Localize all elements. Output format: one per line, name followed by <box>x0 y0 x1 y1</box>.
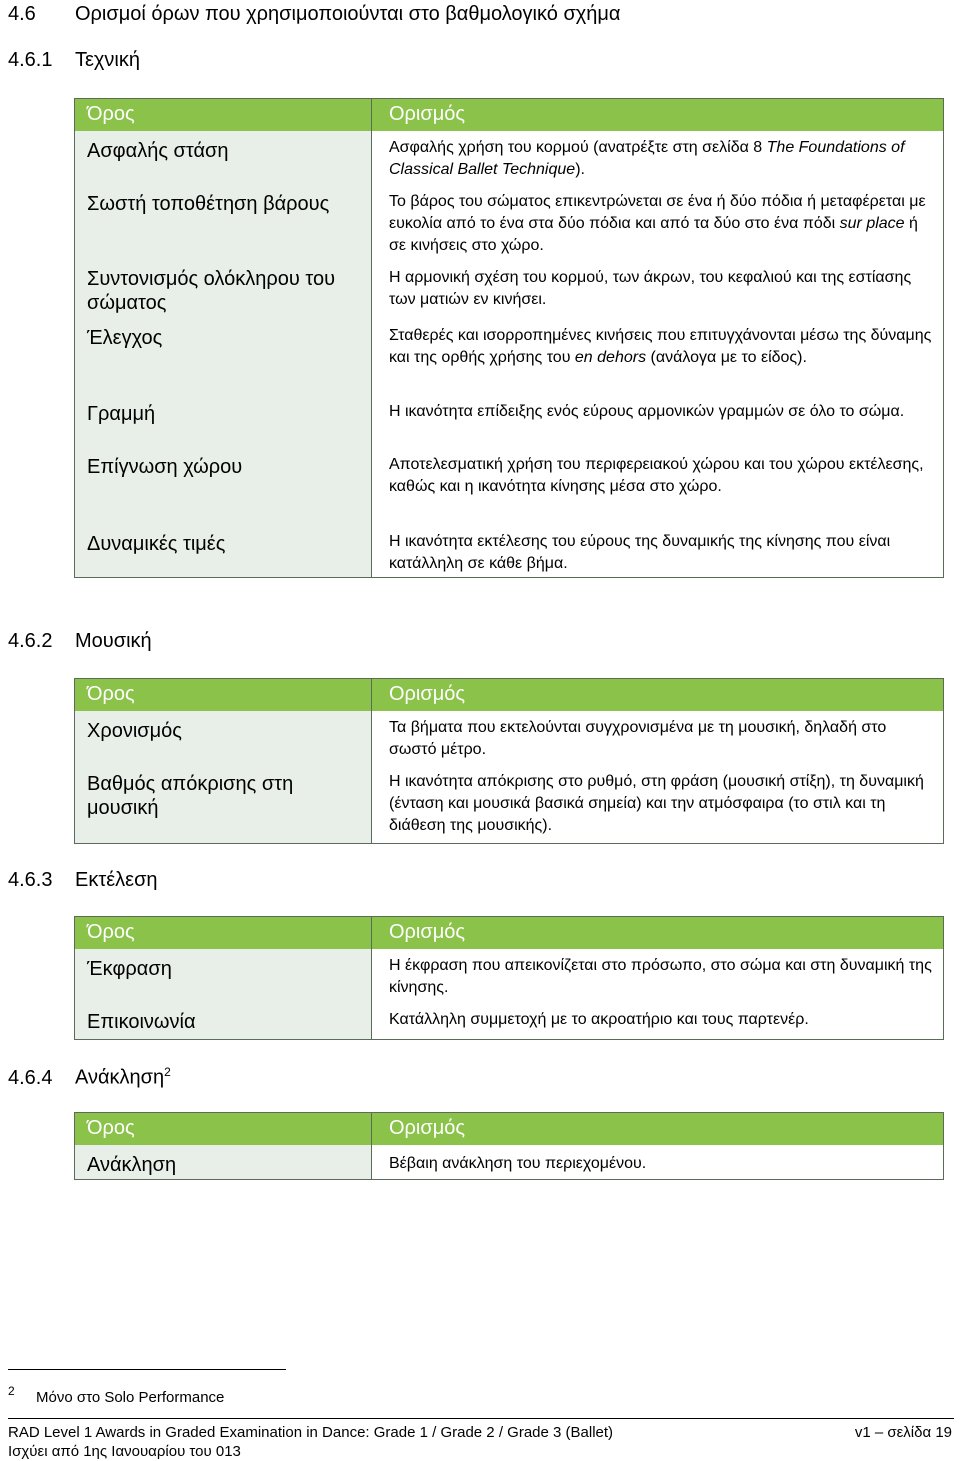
term-cell: Σωστή τοποθέτηση βάρους <box>87 193 330 215</box>
term-cell: Ανάκληση <box>87 1154 177 1176</box>
footnote-reference[interactable]: 2 <box>164 1065 171 1079</box>
term-cell: Δυναμικές τιμές <box>87 533 226 555</box>
term-cell: Επίγνωση χώρου <box>87 456 243 478</box>
section-title: Ορισμοί όρων που χρησιμοποιούνται στο βαθμολογικό σχήμα <box>75 3 621 25</box>
definition-cell: Η έκφραση που απεικονίζεται στο πρόσωπο, στο σώμα και στη δυναμική της κίνησης. <box>389 957 932 996</box>
subsection-number: 4.6.2 <box>8 630 53 652</box>
header-definition: Ορισμός <box>389 921 466 943</box>
technique-table <box>74 98 944 578</box>
subsection-title: Τεχνική <box>75 49 140 71</box>
performance-table <box>74 916 944 1040</box>
footnote-number: 2 <box>8 1384 15 1398</box>
footer-effective-date: Ισχύει από 1ης Ιανουαρίου του 013 <box>8 1443 241 1460</box>
footnote-separator <box>8 1369 286 1370</box>
header-term: Όρος <box>87 103 135 125</box>
definition-cell: Το βάρος του σώματος επικεντρώνεται σε ένα ή δύο πόδια ή μεταφέρεται με ευκολία από το ένα στα δύο πόδια και από τα δύο στο ένα πόδι sur place ή σε κινήσεις στο χώρο. <box>389 193 926 254</box>
subsection-title: Εκτέλεση <box>75 869 158 891</box>
subsection-heading-technique <box>8 49 140 72</box>
definition-cell: Η αρμονική σχέση του κορμού, των άκρων, του κεφαλιού και της εστίασης των ματιών εν κινήσει. <box>389 269 912 308</box>
footnote-text: Μόνο στο Solo Performance <box>36 1389 225 1406</box>
term-cell: Έλεγχος <box>87 327 163 349</box>
footer-title: RAD Level 1 Awards in Graded Examination in Dance: Grade 1 / Grade 2 / Grade 3 (Ballet) <box>8 1424 614 1441</box>
subsection-title: Μουσική <box>75 630 152 652</box>
term-cell: Επικοινωνία <box>87 1011 196 1033</box>
header-term: Όρος <box>87 921 135 943</box>
section-number: 4.6 <box>8 3 36 25</box>
subsection-number: 4.6.3 <box>8 869 53 891</box>
footer-page-number: v1 – σελίδα 19 <box>854 1424 952 1441</box>
subsection-heading-recall <box>8 1065 171 1090</box>
header-definition: Ορισμός <box>389 683 466 705</box>
term-cell: Συντονισμός ολόκληρου του σώματος <box>87 268 336 314</box>
subsection-number: 4.6.4 <box>8 1066 53 1089</box>
footer-separator <box>8 1418 954 1419</box>
definition-cell: Κατάλληλη συμμετοχή με το ακροατήριο και τους παρτενέρ. <box>389 1011 809 1028</box>
term-cell: Βαθμός απόκρισης στη μουσική <box>87 773 294 819</box>
term-cell: Έκφραση <box>87 958 172 980</box>
subsection-number: 4.6.1 <box>8 49 53 71</box>
definition-cell: Σταθερές και ισορροπημένες κινήσεις που επιτυγχάνονται μέσω της δύναμης και της ορθής χρήσης του en dehors (ανάλογα με το είδος). <box>389 327 932 366</box>
definition-cell: Η ικανότητα εκτέλεσης του εύρους της δυναμικής της κίνησης που είναι κατάλληλη σε κάθε βήμα. <box>389 533 891 572</box>
subsection-heading-performance <box>8 869 158 892</box>
header-definition: Ορισμός <box>389 103 466 125</box>
definition-cell: Αποτελεσματική χρήση του περιφερειακού χώρου και του χώρου εκτέλεσης, καθώς και η ικανότητα κίνησης μέσα στο χώρο. <box>389 456 924 495</box>
header-term: Όρος <box>87 683 135 705</box>
definition-cell: Η ικανότητα επίδειξης ενός εύρους αρμονικών γραμμών σε όλο το σώμα. <box>389 403 905 420</box>
recall-table <box>74 1112 944 1180</box>
term-cell: Ασφαλής στάση <box>87 140 229 162</box>
section-heading <box>8 3 621 26</box>
definition-cell: Τα βήματα που εκτελούνται συγχρονισμένα με τη μουσική, δηλαδή στο σωστό μέτρο. <box>389 719 887 758</box>
subsection-title: Ανάκληση <box>75 1066 165 1089</box>
header-definition: Ορισμός <box>389 1117 466 1139</box>
header-term: Όρος <box>87 1117 135 1139</box>
term-cell: Χρονισμός <box>87 720 182 742</box>
term-cell: Γραμμή <box>87 403 156 425</box>
definition-cell: Ασφαλής χρήση του κορμού (ανατρέξτε στη σελίδα 8 The Foundations of Classical Ballet Technique). <box>389 139 905 178</box>
music-table <box>74 678 944 844</box>
definition-cell: Βέβαιη ανάκληση του περιεχομένου. <box>389 1155 647 1172</box>
subsection-heading-music <box>8 630 152 653</box>
definition-cell: Η ικανότητα απόκρισης στο ρυθμό, στη φράση (μουσική στίξη), τη δυναμική (ένταση και μουσικά βασικά σημεία) και την ατμόσφαιρα (το στιλ και τη διάθεση της μουσικής). <box>389 773 924 834</box>
